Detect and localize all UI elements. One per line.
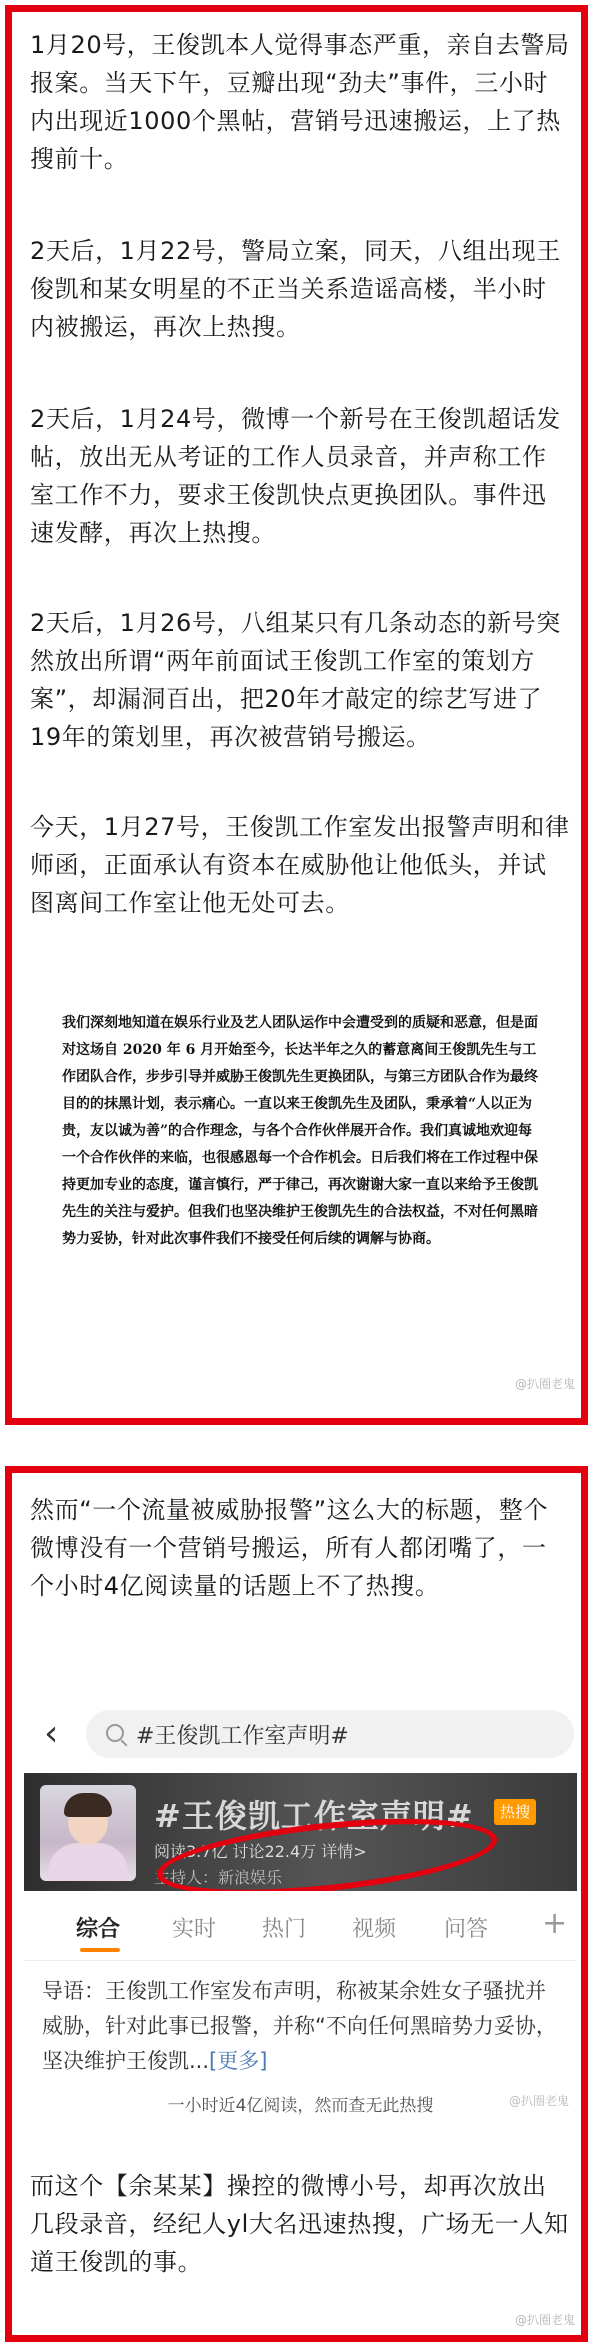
topic-header [24,1773,577,1891]
hot-badge: 热搜 [494,1799,536,1825]
article-panel-2 [5,1466,588,2342]
weibo-screenshot [24,1698,577,2121]
watermark-bottom: @扒圈老鬼 [514,2313,575,2327]
weibo-search-bar [24,1710,577,1758]
tab-popular[interactable]: 热门 [262,1917,307,1942]
screenshot-watermark: @扒圈老鬼 [508,2094,569,2108]
article-panel-1 [5,5,588,1425]
paragraph-no-trending: 然而“一个流量被威胁报警”这么大的标题，整个微博没有一个营销号搬运，所有人都闭嘴了，一个小时4亿阅读量的话题上不了热搜。 [30,1496,549,1600]
tab-realtime[interactable]: 实时 [172,1917,217,1942]
topic-lead [42,1974,565,2079]
search-input[interactable] [86,1710,574,1758]
topic-avatar [40,1785,136,1881]
topic-tabs [24,1904,577,1961]
watermark: @扒圈老鬼 [514,1377,575,1391]
studio-statement-excerpt: 我们深刻地知道在娱乐行业及艺人团队运作中会遭受到的质疑和恶意，但是面对这场自 2020 年 6 月开始至今，长达半年之久的蓄意离间王俊凯先生与工作团队合作，步步引导并威胁王俊凯先生更换团队，与第三方团队合作为最终目的的抹黑计划，表示痛心。一直以来王俊凯先生及团队，秉承着“人以正为贵，友以诚为善”的合作理念，与各个合作伙伴展开合作。我们真诚地欢迎每一个合作伙伴的来临，也很感恩每一个合作机会。日后我们将在工作过程中保持更加专业的态度，谨言慎行，严于律己，再次谢谢大家一直以来给予王俊凯先生的关注与爱护。但我们也坚决维护王俊凯先生的合法权益，不对任何黑暗势力妥协，针对此次事件我们不接受任何后续的调解与协商。 [62,1015,538,1247]
back-arrow-icon[interactable]: ‹ [44,1713,59,1754]
paragraph-yu-account: 而这个【余某某】操控的微博小号，却再次放出几段录音，经纪人yl大名迅速热搜，广场无一人知道王俊凯的事。 [30,2172,569,2276]
topic-stats[interactable]: 阅读3.7亿 讨论22.4万 详情> [154,1842,367,1861]
active-tab-indicator [80,1948,120,1952]
paragraph-jan22: 2天后，1月22号，警局立案，同天，八组出现王俊凯和某女明星的不正当关系造谣高楼，半小时内被搬运，再次上热搜。 [30,237,561,341]
tab-comprehensive[interactable]: 综合 [76,1917,121,1942]
topic-title: #王俊凯工作室声明# [154,1797,474,1835]
more-link[interactable]: [更多] [209,2049,268,2073]
screenshot-caption: 一小时近4亿阅读，然而查无此热搜 [167,2096,434,2116]
paragraph-jan20: 1月20号，王俊凯本人觉得事态严重，亲自去警局报案。当天下午，豆瓣出现“劲夫”事件，三小时内出现近1000个黑帖，营销号迅速搬运，上了热搜前十。 [30,31,570,173]
tab-video[interactable]: 视频 [352,1917,397,1942]
paragraph-jan24: 2天后，1月24号，微博一个新号在王俊凯超话发帖，放出无从考证的工作人员录音，并声称工作室工作不力，要求王俊凯快点更换团队。事件迅速发酵，再次上热搜。 [30,405,561,547]
tab-qa[interactable]: 问答 [444,1917,489,1942]
plus-icon[interactable]: + [542,1906,568,1941]
paragraph-jan27: 今天，1月27号，王俊凯工作室发出报警声明和律师函，正面承认有资本在威胁他让他低头，并试图离间工作室让他无处可去。 [30,813,570,917]
lead-text: 导语：王俊凯工作室发布声明，称被某余姓女子骚扰并威胁，针对此事已报警，并称“不向任何黑暗势力妥协，坚决维护王俊凯... [42,1979,557,2073]
search-icon [106,1724,124,1742]
topic-host: 主持人：新浪娱乐 [154,1868,283,1887]
search-query: #王俊凯工作室声明# [136,1724,349,1749]
paragraph-jan26: 2天后，1月26号，八组某只有几条动态的新号突然放出所谓“两年前面试王俊凯工作室的策划方案”，却漏洞百出，把20年才敲定的综艺写进了19年的策划里，再次被营销号搬运。 [30,609,561,751]
